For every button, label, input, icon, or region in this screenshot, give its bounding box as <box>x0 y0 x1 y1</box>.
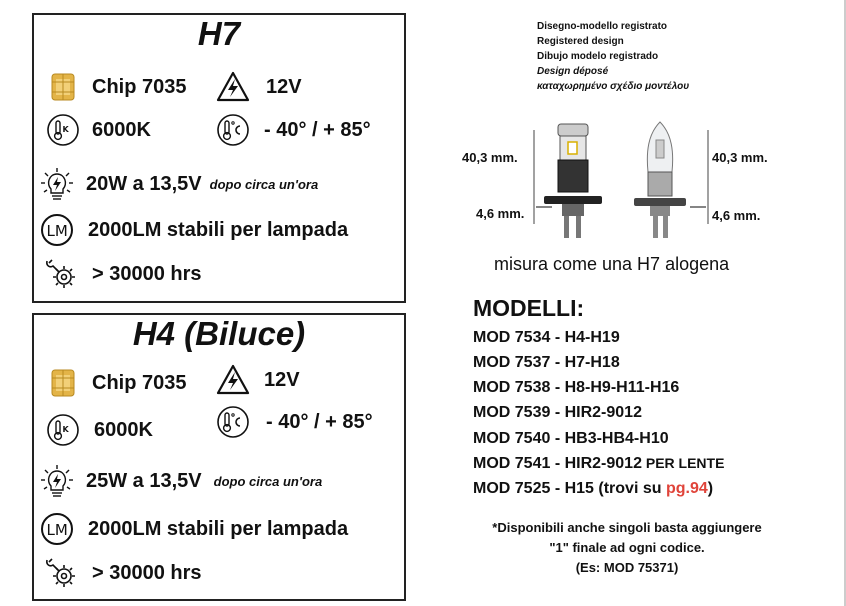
halogen-base-label: 4,6 mm. <box>712 208 761 223</box>
h4-panel <box>32 313 406 601</box>
model-item: MOD 7525 - H15 (trovi su pg.94) <box>473 480 714 497</box>
h4-power-note: dopo circa un'ora <box>213 473 323 489</box>
h4-kelvin-row <box>46 413 153 447</box>
availability-note: *Disponibili anche singoli basta aggiungere "1" finale ad ogni codice. (Es: MOD 75371) <box>492 520 762 575</box>
h4-power-row <box>40 464 322 498</box>
lm-icon <box>40 213 74 247</box>
h4-life-row <box>44 556 202 590</box>
h7-title: H7 <box>197 15 241 52</box>
h7-life: > 30000 hrs <box>92 262 202 285</box>
lightning-warning-icon <box>216 70 250 104</box>
h7-kelvin-row <box>46 113 151 147</box>
h7-lumen: 2000LM stabili per lampada <box>88 218 349 241</box>
thermometer-c-icon <box>216 405 250 439</box>
h7-voltage-row <box>216 70 302 104</box>
h4-kelvin: 6000K <box>94 418 153 441</box>
led-bulb-drawing <box>544 124 602 238</box>
model-item: MOD 7534 - H4-H19 <box>473 329 620 346</box>
bulb-power-icon <box>40 167 74 201</box>
h4-lumen-row <box>40 512 348 546</box>
gear-wrench-icon <box>44 257 78 291</box>
page-reference-link[interactable]: pg.94 <box>665 480 708 497</box>
h4-voltage-row <box>216 363 300 397</box>
h7-voltage: 12V <box>266 75 302 98</box>
h7-temperature-row <box>216 113 371 147</box>
led-height-label: 40,3 mm. <box>462 150 518 165</box>
h4-chip-row <box>46 366 186 400</box>
h7-power-note: dopo circa un'ora <box>209 176 319 192</box>
h7-power: 20W a 13,5V <box>86 172 202 195</box>
h7-life-row <box>44 257 202 291</box>
models-title: MODELLI: <box>473 295 585 321</box>
h7-kelvin: 6000K <box>92 118 151 141</box>
reg-line: Registered design <box>537 36 624 47</box>
h4-voltage: 12V <box>264 368 300 391</box>
bulb-power-icon <box>40 464 74 498</box>
chip-icon <box>46 366 80 400</box>
model-item: MOD 7539 - HIR2-9012 <box>473 404 642 421</box>
h4-life: > 30000 hrs <box>92 561 202 584</box>
h7-panel <box>32 13 406 303</box>
thermometer-k-icon <box>46 413 80 447</box>
lightning-warning-icon <box>216 363 250 397</box>
h4-power: 25W a 13,5V <box>86 469 202 492</box>
h4-lumen: 2000LM stabili per lampada <box>88 517 349 540</box>
registered-design-notice <box>537 19 689 94</box>
halogen-height-label: 40,3 mm. <box>712 150 768 165</box>
h7-power-row <box>40 167 318 201</box>
model-item: MOD 7538 - H8-H9-H11-H16 <box>473 379 680 396</box>
chip-icon <box>46 70 80 104</box>
reg-line: Disegno-modello registrato <box>537 21 668 32</box>
reg-line: καταχωρημένο σχέδιο μοντέλου <box>537 81 690 92</box>
thermometer-c-icon <box>216 113 250 147</box>
h7-temperature: - 40° / + 85° <box>264 118 371 141</box>
h4-temperature-row <box>216 405 373 439</box>
gear-wrench-icon <box>44 556 78 590</box>
h7-chip-row <box>46 70 186 104</box>
model-item: MOD 7537 - H7-H18 <box>473 354 620 371</box>
h7-lumen-row <box>40 213 348 247</box>
reg-line: Dibujo modelo registrado <box>537 51 659 62</box>
lm-icon <box>40 512 74 546</box>
thermometer-k-icon <box>46 113 80 147</box>
model-item: MOD 7541 - HIR2-9012 PER LENTE <box>473 455 725 472</box>
h4-title: H4 (Biluce) <box>132 315 306 352</box>
h4-chip: Chip 7035 <box>92 371 187 394</box>
h4-temperature: - 40° / + 85° <box>266 410 373 433</box>
led-base-label: 4,6 mm. <box>476 206 525 221</box>
size-caption: misura come una H7 alogena <box>494 254 730 274</box>
reg-line: Design déposé <box>537 66 609 77</box>
halogen-bulb-drawing <box>634 122 686 238</box>
h7-chip: Chip 7035 <box>92 75 187 98</box>
model-item: MOD 7540 - HB3-HB4-H10 <box>473 430 669 447</box>
bulb-comparison-drawing <box>460 112 790 247</box>
